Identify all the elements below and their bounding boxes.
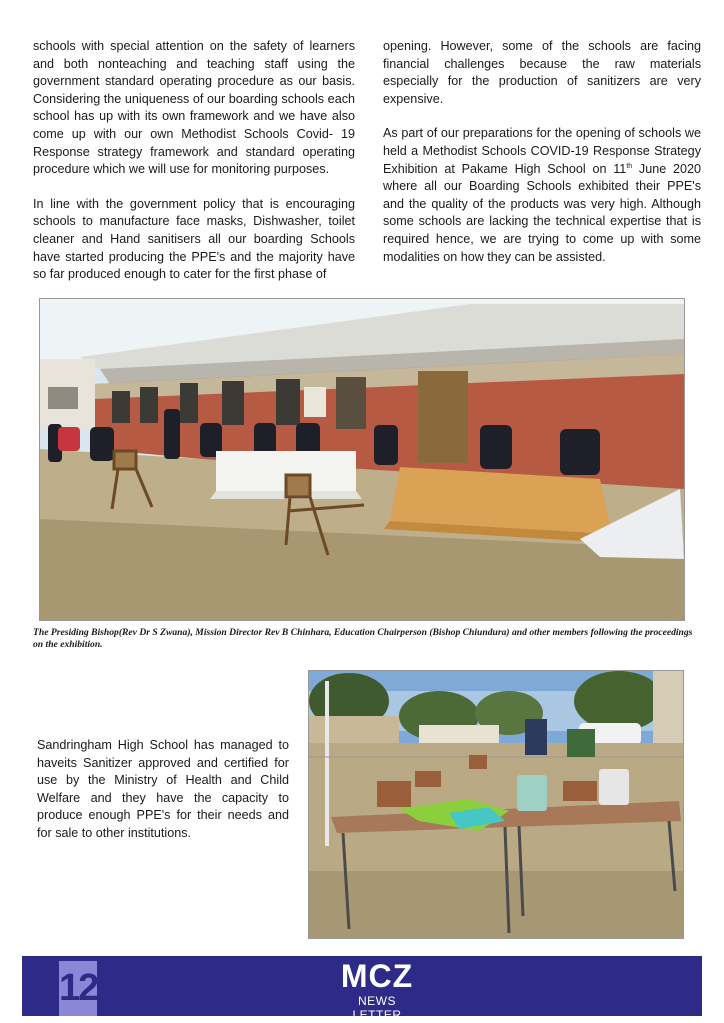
exhibition-text-start: As part of our preparations for the opening of schools we held a Methodist Schools COVID-19 Response Strategy Exhibition at Pakame High School on 11 bbox=[383, 126, 701, 176]
sandringham-paragraph: Sandringham High School has managed to haveits Sanitizer approved and certified for use by the Ministry of Health and Child Welfare and they have the capacity to produce enough PPE's for their needs and for sale to other institutions. bbox=[37, 738, 289, 840]
footer-bar bbox=[22, 956, 702, 1022]
page-number: 12 bbox=[59, 961, 97, 1016]
exhibition-text-end: June 2020 where all our Boarding Schools exhibited their PPE's and the quality of the products was very high. Although some schools are lacking the technical expertise that is required hence, we are trying to come up with some modalities on how they can be assisted. bbox=[383, 161, 702, 264]
brand-title: MCZ bbox=[340, 958, 414, 994]
photo-caption: The Presiding Bishop(Rev Dr S Zwana), Mission Director Rev B Chinhara, Education Chairperson (Bishop Chiundura) and other members following the proceedings on the exhibition. bbox=[33, 627, 693, 650]
article-paragraph: opening. However, some of the schools are facing financial challenges because the raw materials especially for the production of sanitizers are very expensive. bbox=[383, 39, 701, 106]
article-paragraph: In line with the government policy that is encouraging schools to manufacture face masks, Dishwasher, toilet cleaner and Hand sanitisers all our boarding Schools have started producing the PPE's and the majority have so far produced enough to cater for the first phase of bbox=[33, 196, 355, 282]
exhibition-meeting-photo bbox=[39, 298, 685, 621]
article-paragraph bbox=[383, 125, 701, 266]
sanitizer-display-photo bbox=[308, 670, 684, 939]
newsletter-brand bbox=[332, 958, 422, 1022]
article-column-right bbox=[383, 38, 701, 283]
brand-subtitle: NEWS LETTER bbox=[352, 994, 402, 1022]
article-column-left bbox=[33, 38, 355, 301]
article-paragraph: schools with special attention on the safety of learners and both nonteaching and teaching staff using the government standard operating procedure as our basis. Considering the uniqueness of our boarding schools each school has up with its own framework and we have also come up with our own Methodist Schools Covid- 19 Response strategy framework and standard operating procedure which we will use for monitoring purposes. bbox=[33, 39, 355, 177]
date-superscript: th bbox=[626, 162, 633, 170]
